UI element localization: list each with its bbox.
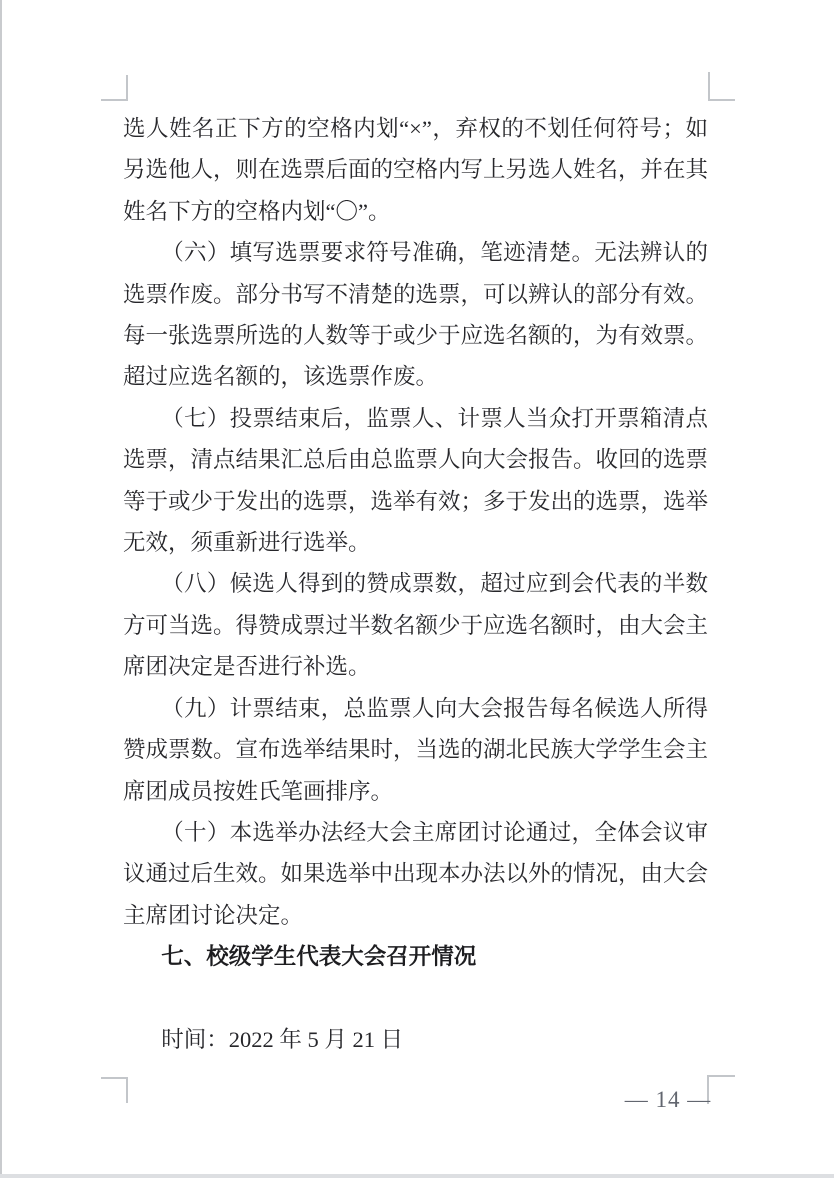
page-bottom-edge bbox=[0, 1174, 834, 1178]
document-text-block bbox=[123, 108, 708, 1060]
body-paragraph-item-6: （六）填写选票要求符号准确，笔迹清楚。无法辨认的选票作废。部分书写不清楚的选票，可以辨认的部分有效。每一张选票所选的人数等于或少于应选名额的，为有效票。超过应选名额的，该选票作废。 bbox=[123, 240, 709, 390]
corner-mark-bottom-left bbox=[101, 1077, 128, 1103]
page-number: — 14 — bbox=[624, 1087, 712, 1112]
page-left-edge bbox=[0, 0, 2, 1178]
corner-mark-top-right bbox=[708, 72, 735, 101]
meeting-time-line: 时间：2022 年 5 月 21 日 bbox=[161, 1026, 404, 1052]
body-paragraph-item-9: （九）计票结束，总监票人向大会报告每名候选人所得赞成票数。宣布选举结果时，当选的湖北民族大学学生会主席团成员按姓氏笔画排序。 bbox=[123, 695, 709, 804]
body-paragraph-item-7: （七）投票结束后，监票人、计票人当众打开票箱清点选票，清点结果汇总后由总监票人向大会报告。收回的选票等于或少于发出的选票，选举有效；多于发出的选票，选举无效，须重新进行选举。 bbox=[123, 405, 709, 556]
body-paragraph-item-8: （八）候选人得到的赞成票数，超过应到会代表的半数方可当选。得赞成票过半数名额少于应选名额时，由大会主席团决定是否进行补选。 bbox=[123, 571, 709, 680]
body-paragraph-continuation: 选人姓名正下方的空格内划“×”，弃权的不划任何符号；如另选他人，则在选票后面的空格内写上另选人姓名，并在其姓名下方的空格内划“〇”。 bbox=[123, 116, 709, 224]
corner-mark-top-left bbox=[101, 75, 128, 101]
body-paragraph-item-10: （十）本选举办法经大会主席团讨论通过，全体会议审议通过后生效。如果选举中出现本办法以外的情况，由大会主席团讨论决定。 bbox=[123, 819, 709, 928]
section-heading: 七、校级学生代表大会召开情况 bbox=[161, 944, 477, 970]
